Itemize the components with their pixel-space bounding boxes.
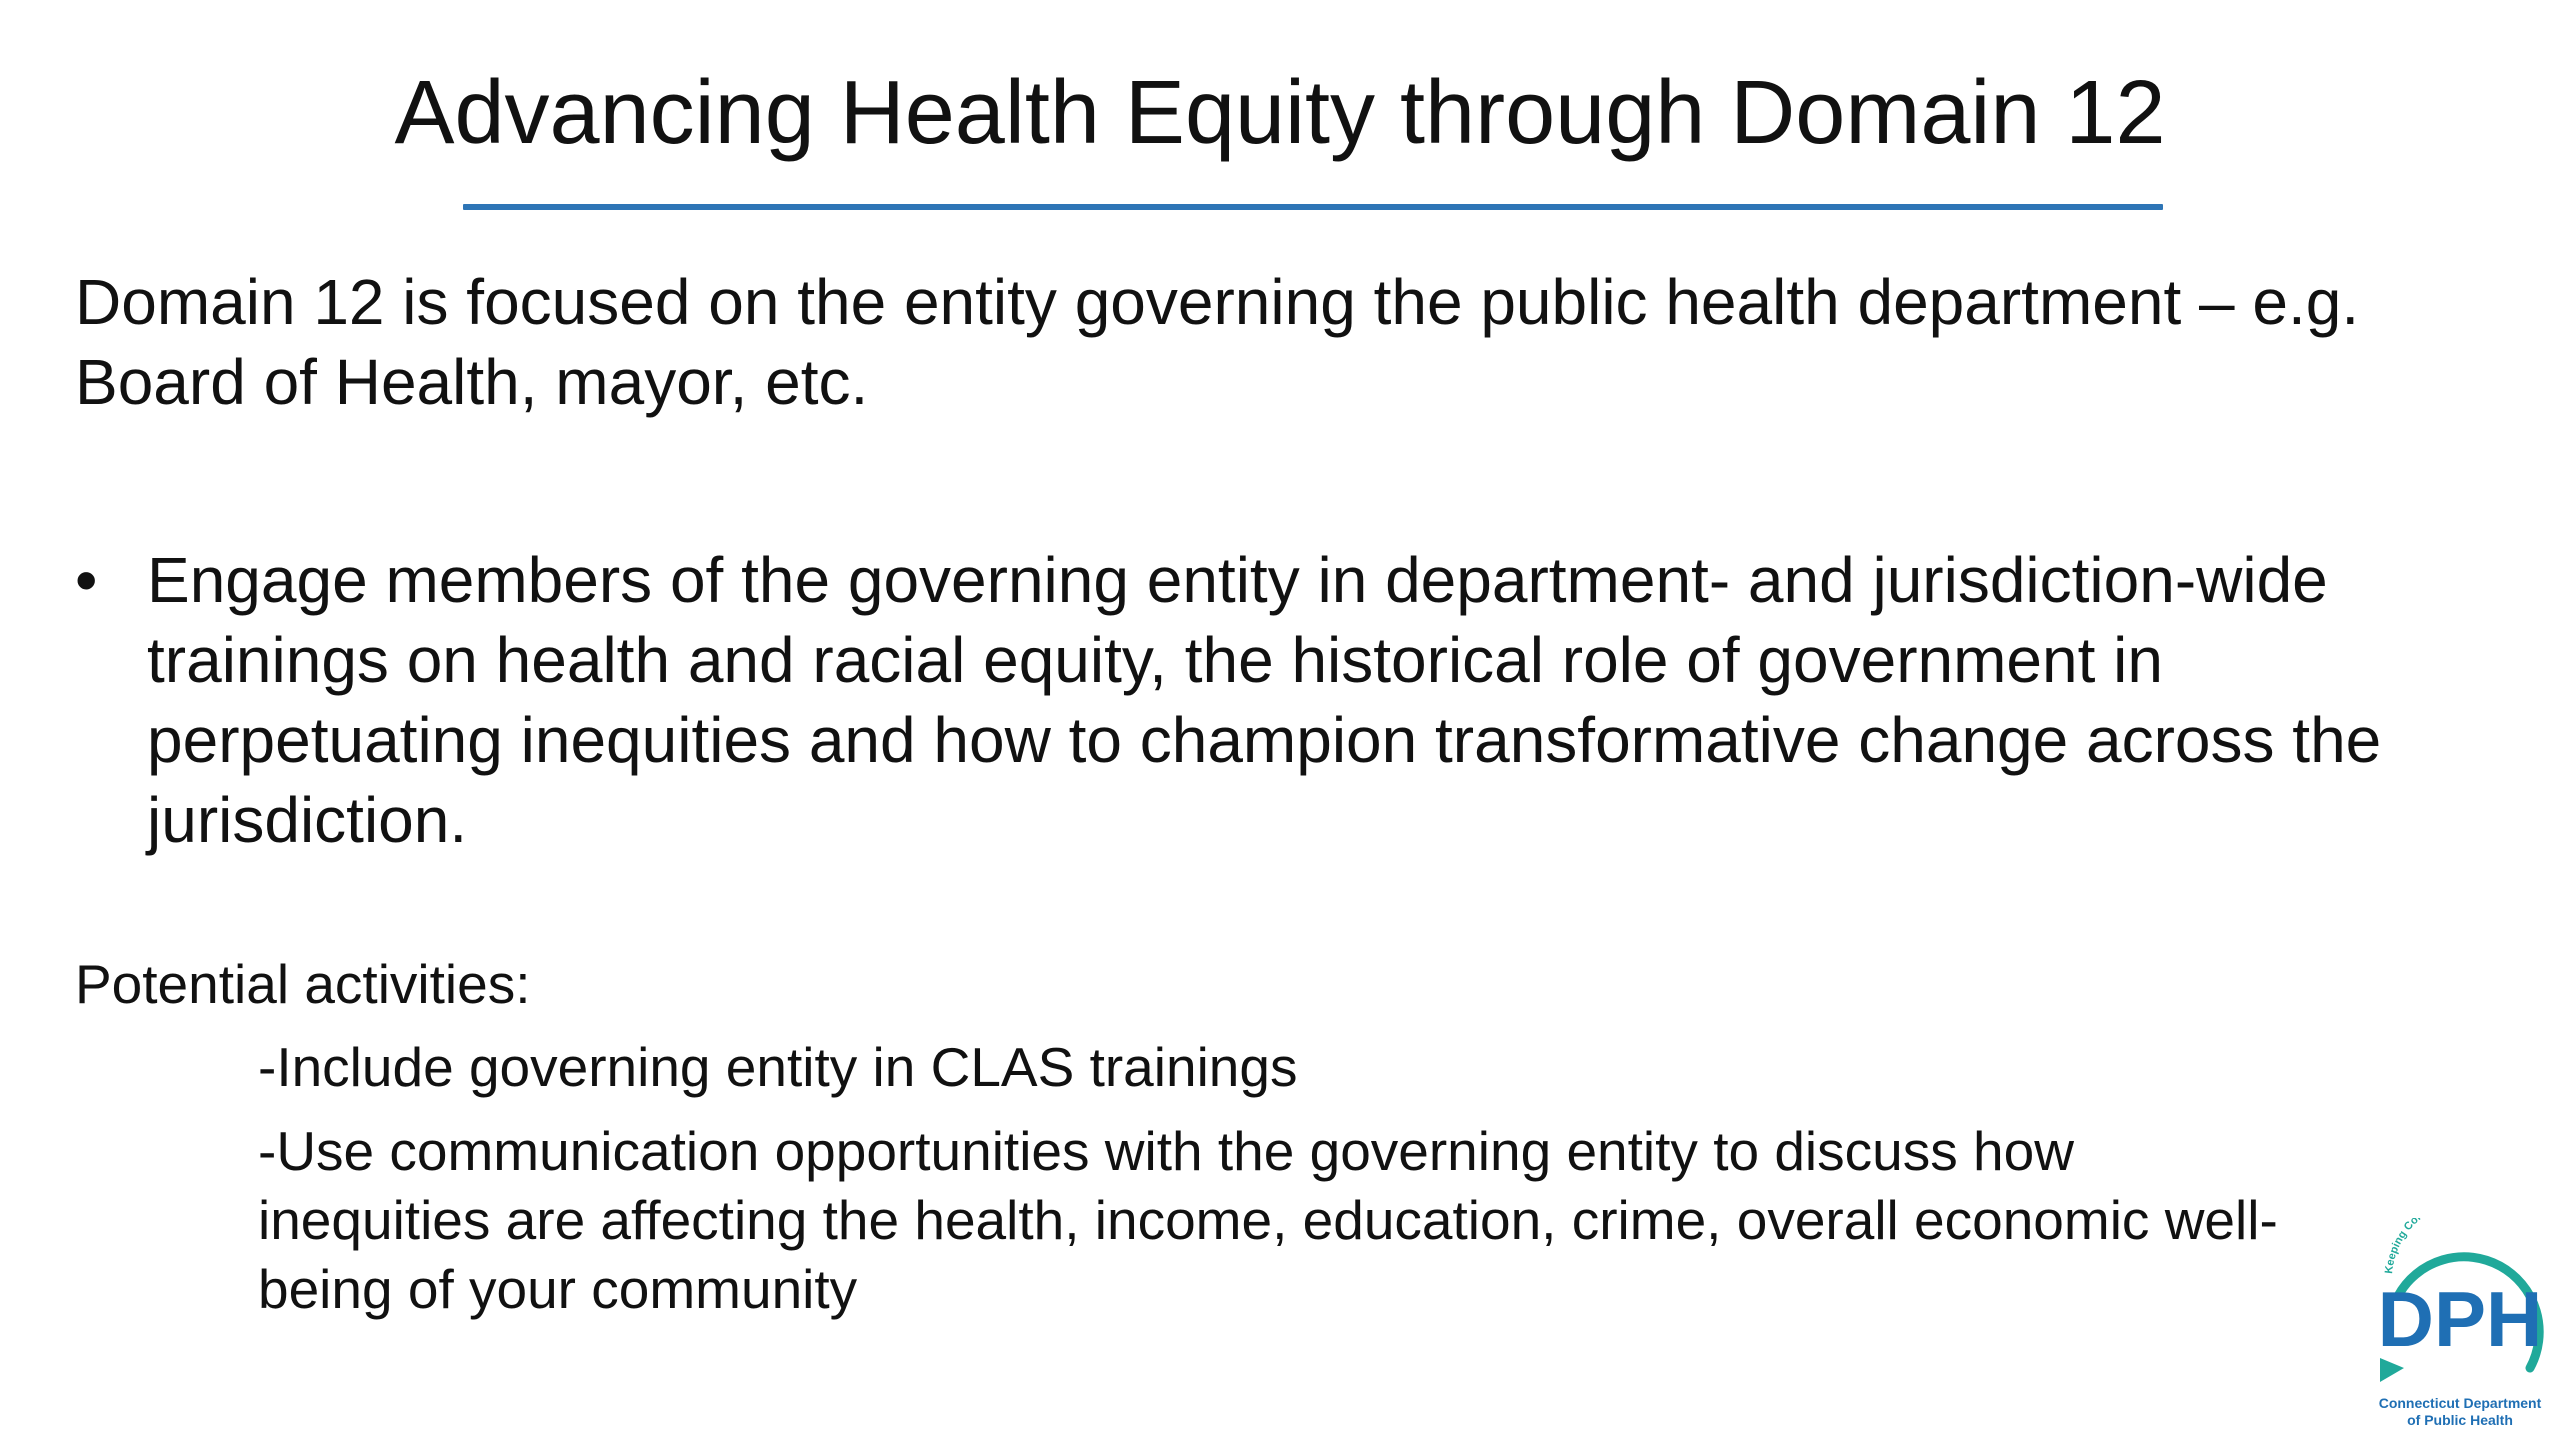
slide-title: Advancing Health Equity through Domain 12: [394, 63, 2166, 163]
title-underline: [463, 204, 2163, 210]
dph-logo: [2360, 1218, 2560, 1440]
activity-item: -Use communication opportunities with the governing entity to discuss how inequities are affecting the health, income, education, crime, overall economic well-being of your community: [258, 1120, 2278, 1320]
logo-letters: DPH: [2377, 1275, 2543, 1363]
dph-logo-icon: [2360, 1218, 2560, 1440]
bullet-marker: •: [75, 544, 98, 616]
logo-tagline-path: Keeping Co: [2383, 1218, 2421, 1275]
logo-org-line2: of Public Health: [2407, 1412, 2513, 1428]
intro-paragraph: Domain 12 is focused on the entity governing the public health department – e.g. Board of Health, mayor, etc.: [75, 266, 2360, 418]
bullet-item: [75, 540, 2485, 860]
logo-org-line1: Connecticut Department: [2378, 1395, 2542, 1411]
activity-item: -Include governing entity in CLAS trainings: [258, 1036, 1298, 1098]
bullet-text: Engage members of the governing entity in department- and jurisdiction-wide trainings on health and racial equity, the historical role of government in perpetuating inequities and how to champion transformative change across the jurisdiction.: [147, 544, 2382, 856]
activities-heading: Potential activities:: [75, 953, 531, 1015]
